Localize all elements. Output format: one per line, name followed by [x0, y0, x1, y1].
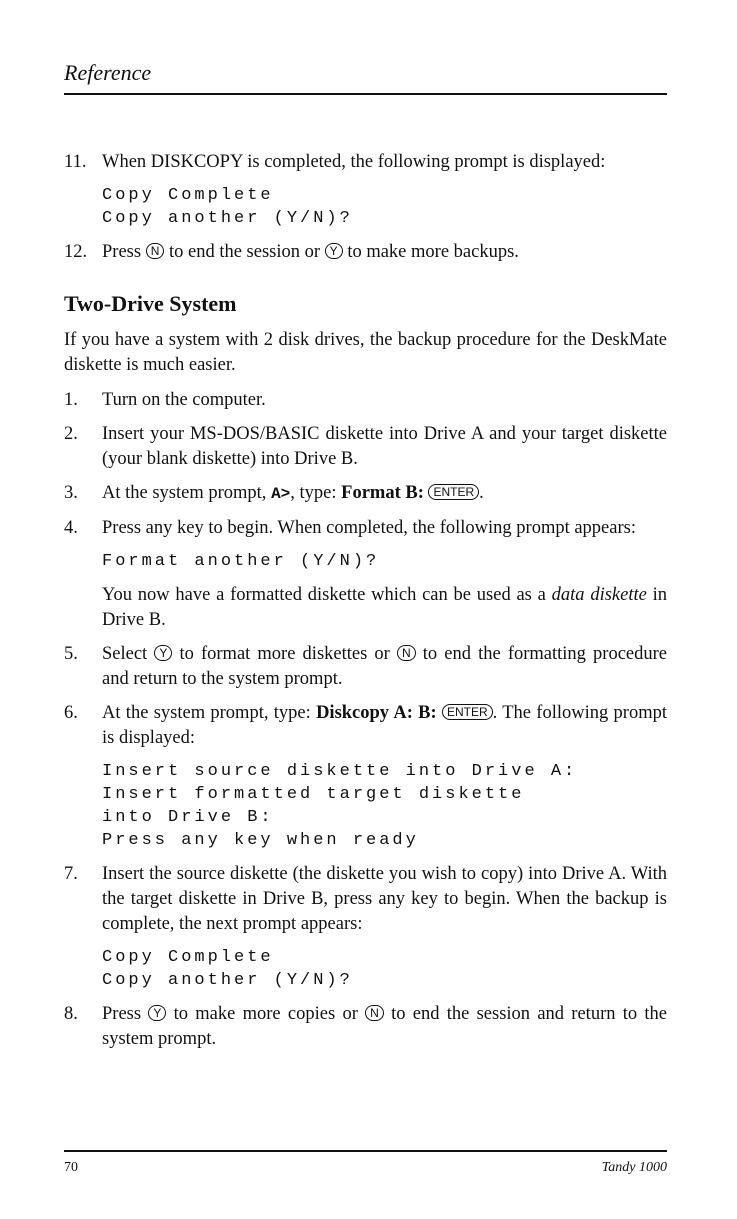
prompt-line: into Drive B: — [102, 808, 274, 827]
step-8 — [64, 1002, 667, 1052]
step-6 — [64, 701, 667, 751]
step-text: to format more diskettes or — [172, 644, 397, 664]
y-key-icon: Y — [325, 243, 343, 259]
header-divider — [64, 93, 667, 95]
step-7 — [64, 862, 667, 937]
prompt-block — [102, 184, 667, 230]
n-key-icon: N — [397, 645, 416, 661]
section-intro: If you have a system with 2 disk drives, the backup procedure for the DeskMate diskette is much easier. — [64, 330, 667, 375]
step-number: 8. — [64, 1004, 78, 1024]
step-5 — [64, 642, 667, 692]
step-text: Select — [102, 644, 155, 664]
prompt-line: Copy another (Y/N)? — [102, 209, 353, 228]
step-text: to make more copies or — [166, 1004, 366, 1024]
step-number: 1. — [64, 390, 78, 410]
n-key-icon: N — [146, 243, 165, 259]
running-header: Reference — [64, 60, 152, 85]
step-text: to end the session or — [164, 242, 325, 262]
step-4-note — [102, 583, 667, 633]
note-emphasis: data diskette — [551, 585, 647, 605]
step-text: Insert your MS-DOS/BASIC diskette into Drive A and your target diskette (your blank diskette) into Drive B. — [102, 424, 667, 469]
step-number: 7. — [64, 864, 78, 884]
step-number: 6. — [64, 703, 78, 723]
step-text: At the system prompt, — [102, 483, 272, 503]
page-number: 70 — [64, 1160, 78, 1175]
step-2 — [64, 422, 667, 472]
note-text: You now have a formatted diskette which can be used as a — [102, 585, 552, 605]
prompt-block — [102, 760, 667, 852]
y-key-icon: Y — [148, 1005, 166, 1021]
step-number: 3. — [64, 483, 78, 503]
prompt-line: Copy Complete — [102, 948, 274, 967]
page-body — [64, 150, 667, 1061]
note-text: in Drive B. — [102, 585, 667, 630]
prompt-line: Format another (Y/N)? — [102, 552, 380, 571]
step-4 — [64, 516, 667, 541]
step-text: to end the formatting procedure and return to the system prompt. — [102, 644, 667, 689]
step-1 — [64, 388, 667, 413]
step-text: to make more backups. — [342, 242, 519, 262]
step-text: At the system prompt, type: — [102, 703, 317, 723]
enter-key-icon: ENTER — [442, 704, 493, 720]
step-text: . The following prompt is displayed: — [102, 703, 667, 748]
step-11 — [64, 150, 667, 175]
step-text: When DISKCOPY is completed, the following prompt is displayed: — [102, 152, 606, 172]
prompt-block — [102, 550, 667, 573]
step-number: 12. — [64, 242, 88, 262]
n-key-icon: N — [365, 1005, 384, 1021]
step-12 — [64, 240, 667, 265]
step-number: 5. — [64, 644, 78, 664]
step-text: Insert the source diskette (the diskette you wish to copy) into Drive A. With the target diskette in Drive B, press any key to begin. When the backup is complete, the next prompt appears: — [102, 864, 667, 934]
step-3 — [64, 481, 667, 507]
footer-divider — [64, 1150, 667, 1152]
step-text: to end the session and return to the system prompt. — [102, 1004, 668, 1049]
section-heading: Two-Drive System — [64, 291, 237, 316]
step-number: 11. — [64, 152, 87, 172]
system-prompt-code: A> — [271, 485, 291, 503]
step-text: Press — [102, 242, 146, 262]
prompt-block — [102, 946, 667, 992]
prompt-line: Copy another (Y/N)? — [102, 971, 353, 990]
command-text: Format B: — [341, 483, 424, 503]
book-title: Tandy 1000 — [601, 1160, 667, 1175]
step-number: 2. — [64, 424, 78, 444]
step-text: Turn on the computer. — [102, 390, 266, 410]
step-text: Press — [102, 1004, 149, 1024]
enter-key-icon: ENTER — [428, 484, 479, 500]
prompt-line: Insert source diskette into Drive A: — [102, 762, 578, 781]
prompt-line: Press any key when ready — [102, 831, 419, 850]
prompt-line: Copy Complete — [102, 186, 274, 205]
step-text: . — [479, 483, 484, 503]
command-text: Diskcopy A: B: — [316, 703, 437, 723]
y-key-icon: Y — [154, 645, 172, 661]
prompt-line: Insert formatted target diskette — [102, 785, 525, 804]
step-number: 4. — [64, 518, 78, 538]
step-text: , type: — [290, 483, 342, 503]
step-text: Press any key to begin. When completed, the following prompt appears: — [102, 518, 636, 538]
